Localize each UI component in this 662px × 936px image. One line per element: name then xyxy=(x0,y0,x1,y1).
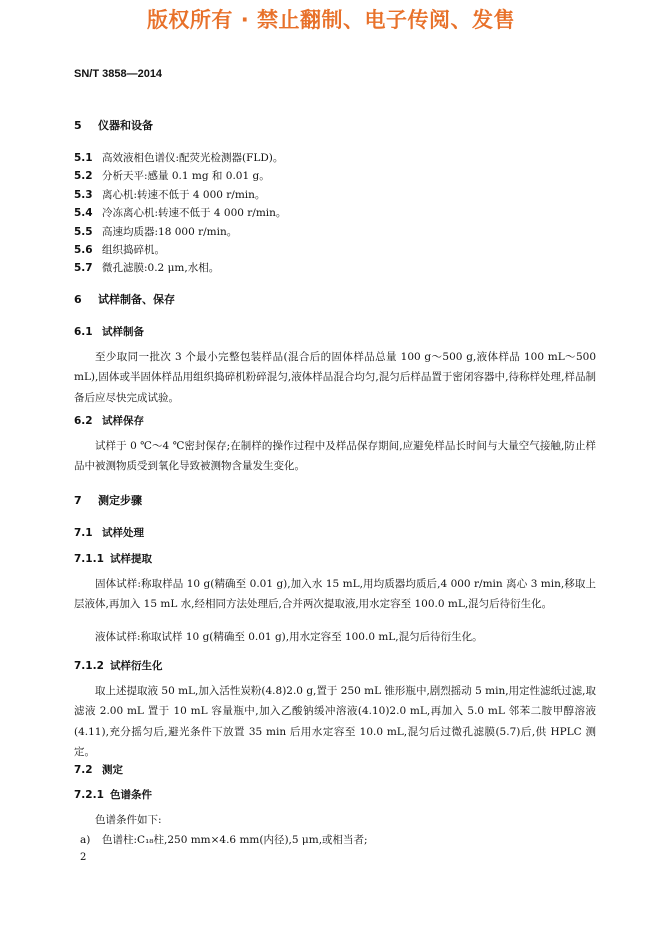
list-item: 5.7 微孔滤膜:0.2 μm,水相。 xyxy=(74,262,220,275)
section-number: 7 xyxy=(74,494,82,507)
list-item: 5.3 离心机:转速不低于 4 000 r/min。 xyxy=(74,188,266,201)
copyright-watermark: 版权所有 · 禁止翻制、电子传阅、发售 xyxy=(146,8,516,32)
subsection-7-1-heading: 7.1 试样处理 xyxy=(74,527,144,539)
solid-sample-paragraph: 固体试样:称取样品 10 g(精确至 0.01 g),加入水 15 mL,用均质器均质后,4 000 r/min 离心 3 min,移取上层液体,再加入 15 mL 水,经相同方法处理后,合并两次提取液,用水定容至 100.0 mL,混匀后待衍生化。 xyxy=(74,578,596,611)
section-number: 5 xyxy=(74,119,82,132)
subsection-6-1-heading: 6.1 试样制备 xyxy=(74,326,144,338)
subsection-7-2-1-heading: 7.2.1 色谱条件 xyxy=(74,789,152,801)
subsection-7-1-1-heading: 7.1.1 试样提取 xyxy=(74,553,152,565)
section-7-heading xyxy=(74,491,596,511)
page-number: 2 xyxy=(80,852,87,863)
standard-code: SN/T 3858—2014 xyxy=(74,68,163,80)
liquid-sample-paragraph: 液体试样:称取试样 10 g(精确至 0.01 g),用水定容至 100.0 mL,混匀后待衍生化。 xyxy=(95,631,483,643)
section-title: 试样制备、保存 xyxy=(98,293,175,306)
subsection-6-2-heading: 6.2 试样保存 xyxy=(74,415,144,427)
section-5-heading xyxy=(74,116,596,136)
list-item: 5.1 高效液相色谱仪:配荧光检测器(FLD)。 xyxy=(74,152,284,164)
list-item: 5.5 高速均质器:18 000 r/min。 xyxy=(74,225,238,238)
chromatography-intro: 色谱条件如下: xyxy=(95,814,162,826)
list-item: a) 色谱柱:C₁₈柱,250 mm×4.6 mm(内径),5 μm,或相当者; xyxy=(80,834,368,846)
subsection-7-2-heading: 7.2 测定 xyxy=(74,764,123,776)
section-number: 6 xyxy=(74,293,82,306)
list-item: 5.4 冷冻离心机:转速不低于 4 000 r/min。 xyxy=(74,207,287,220)
list-item: 5.2 分析天平:感量 0.1 mg 和 0.01 g。 xyxy=(74,170,270,183)
derivatization-paragraph: 取上述提取液 50 mL,加入活性炭粉(4.8)2.0 g,置于 250 mL 锥形瓶中,剧烈摇动 5 min,用定性滤纸过滤,取滤液 2.00 mL 置于 10 mL 容量瓶中,加入乙酸钠缓冲溶液(4.10)2.0 mL,再加入 5.0 mL 邻苯二胺甲醇溶液(4.11),充分摇匀后,避光条件下放置 35 min 后用水定容至 10.0 mL,混匀后过微孔滤膜(5.7)后,供 HPLC 测定。 xyxy=(74,685,596,759)
section-title: 仪器和设备 xyxy=(98,119,153,132)
sample-storage-paragraph: 试样于 0 ℃～4 ℃密封保存;在制样的操作过程中及样品保存期间,应避免样品长时间与大量空气接触,防止样品中被测物质受到氧化导致被测物含量发生变化。 xyxy=(74,440,596,473)
subsection-7-1-2-heading: 7.1.2 试样衍生化 xyxy=(74,660,163,672)
sample-preparation-paragraph: 至少取同一批次 3 个最小完整包装样品(混合后的固体样品总量 100 g～500 g,液体样品 100 mL～500 mL),固体或半固体样品用组织捣碎机粉碎混匀,液体样品混合均匀,混匀后样品置于密闭容器中,待称样处理,样品制备后应尽快完成试验。 xyxy=(74,351,596,404)
section-6-heading xyxy=(74,290,596,310)
equipment-list xyxy=(74,149,596,278)
section-title: 测定步骤 xyxy=(98,494,142,507)
list-item: 5.6 组织捣碎机。 xyxy=(74,244,165,257)
